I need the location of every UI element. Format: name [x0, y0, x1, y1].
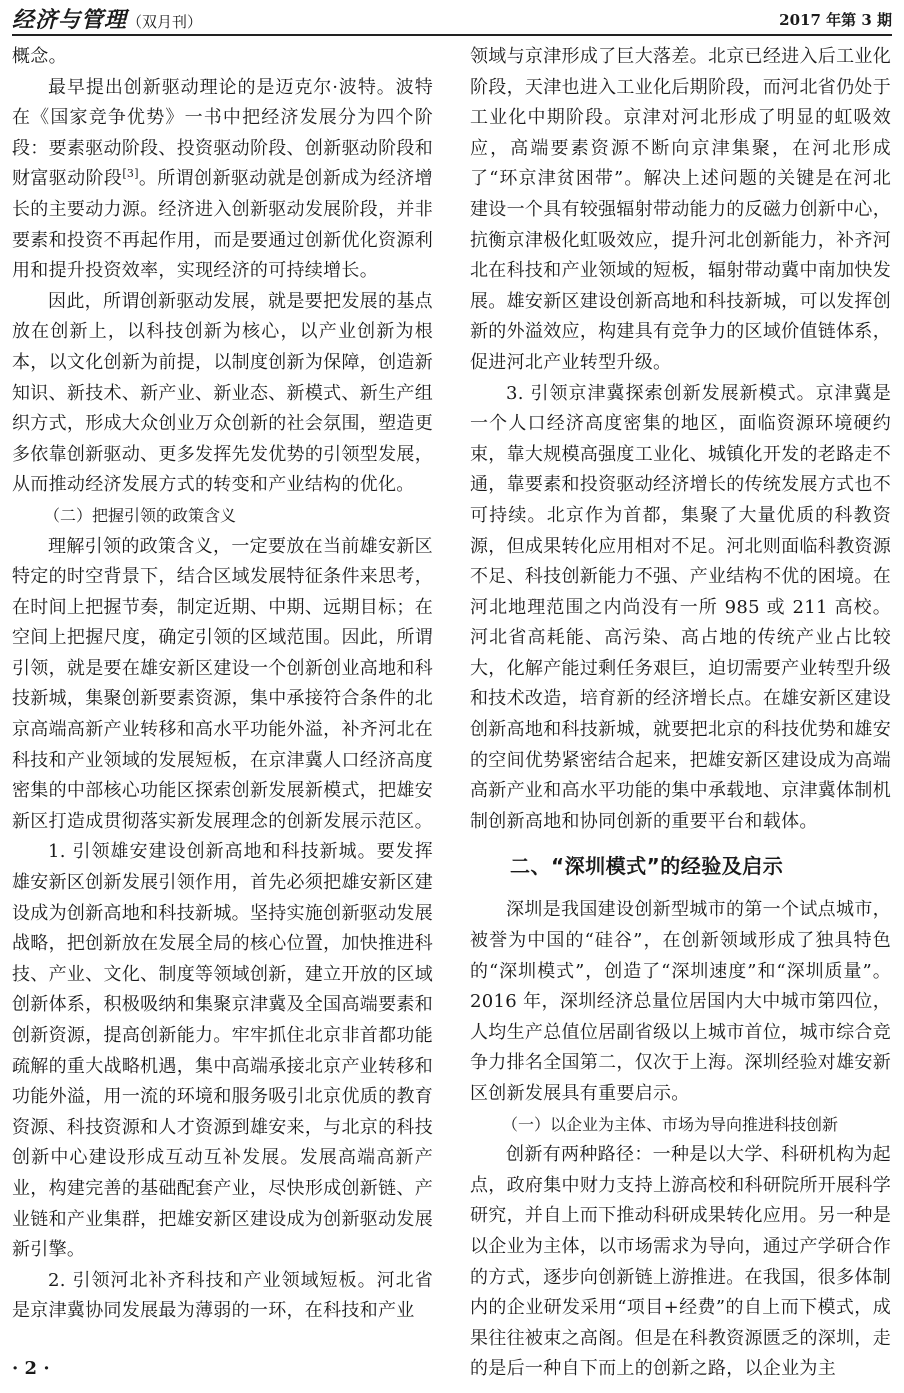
- subheading: （二）把握引领的政策含义: [44, 505, 237, 525]
- issue-label: 2017 年第 3 期: [779, 11, 892, 29]
- paragraph-text: 。所谓创新驱动就是创新成为经济增长的主要动力源。经济进入创新驱动发展阶段，并非要素和投资不再起作用，而是要通过创新优化资源利用和提升投资效率，实现经济的可持续增长。: [12, 168, 433, 282]
- journal-name: 经济与管理: [12, 7, 128, 33]
- right-column: [470, 42, 891, 1380]
- left-column: [12, 42, 433, 1347]
- paragraph: 深圳是我国建设创新型城市的第一个试点城市，被誉为中国的“硅谷”，在创新领域形成了独具特色的“深圳模式”，创造了“深圳速度”和“深圳质量”。2016 年，深圳经济总量位居国内大中城市第四位，人均生产总值位居副省级以上城市首位，城市综合竞争力排名全国第二，仅次于上海。深圳经验对雄安新区创新发展具有重要启示。: [470, 899, 891, 1104]
- paragraph: 因此，所谓创新驱动发展，就是要把发展的基点放在创新上，以科技创新为核心，以产业创新为根本，以文化创新为前提，以制度创新为保障，创造新知识、新技术、新产业、新业态、新模式、新生产组织方式，形成大众创业万众创新的社会氛围，塑造更多依靠创新驱动、更多发挥先发优势的引领型发展，从而推动经济发展方式的转变和产业结构的优化。: [12, 290, 433, 496]
- paragraph-text: 最早提出创新驱动理论的是迈克尔·波特。波特在《国家竞争优势》一书中把经济发展分为四个阶段：要素驱动阶段、投资驱动阶段、创新驱动阶段和财富驱动阶段: [12, 76, 433, 190]
- paragraph: 3. 引领京津冀探索创新发展新模式。京津冀是一个人口经济高度密集的地区，面临资源环境硬约束，靠大规模高强度工业化、城镇化开发的老路走不通，靠要素和投资驱动经济增长的传统发展方式也不可持续。北京作为首都，集聚了大量优质的科教资源，但成果转化应用相对不足。河北则面临科教资源不足、科技创新能力不强、产业结构不优的困境。在河北地理范围之内尚没有一所 985 或 211 高校。河北省高耗能、高污染、高占地的传统产业占比较大，化解产能过剩任务艰巨，迫切需要产业转型升级和技术改造，培育新的经济增长点。在雄安新区建设创新高地和科技新城，就要把北京的科技优势和雄安的空间优势紧密结合起来，把雄安新区建设成为高端高新产业和高水平功能的集中承载地、京津冀体制机制创新高地和协同创新的重要平台和载体。: [470, 382, 891, 832]
- page-number: · 2 ·: [12, 1358, 50, 1379]
- paragraph: 概念。: [12, 46, 67, 67]
- paragraph: 创新有两种路径：一种是以大学、科研机构为起点，政府集中财力支持上游高校和科研院所开展科学研究，并自上而下推动科研成果转化应用。另一种是以企业为主体，以市场需求为导向，通过产学研合作的方式，逐步向创新链上游推进。在我国，很多体制内的企业研发采用“项目+经费”的自上而下模式，成果往往被束之高阁。但是在科教资源匮乏的深圳，走的是后一种自下而上的创新之路，以企业为主: [470, 1144, 891, 1380]
- paragraph: 理解引领的政策含义，一定要放在当前雄安新区特定的时空背景下，结合区域发展特征条件来思考，在时间上把握节奏，制定近期、中期、远期目标；在空间上把握尺度，确定引领的区域范围。因此，所谓引领，就是要在雄安新区建设一个创新创业高地和科技新城，集聚创新要素资源，集中承接符合条件的北京高端高新产业转移和高水平功能外溢，补齐河北在科技和产业领域的发展短板，在京津冀人口经济高度密集的中部核心功能区探索创新发展新模式，把雄安新区打造成贯彻落实新发展理念的创新发展示范区。: [12, 535, 433, 832]
- paragraph: 领域与京津形成了巨大落差。北京已经进入后工业化阶段，天津也进入工业化后期阶段，而河北省仍处于工业化中期阶段。京津对河北形成了明显的虹吸效应，高端要素资源不断向京津集聚，在河北形成了“环京津贫困带”。解决上述问题的关键是在河北建设一个具有较强辐射带动能力的反磁力创新中心，抗衡京津极化虹吸效应，提升河北创新能力，补齐河北在科技和产业领域的短板，辐射带动冀中南加快发展。雄安新区建设创新高地和科技新城，可以发挥创新的外溢效应，构建具有竞争力的区域价值链体系，促进河北产业转型升级。: [470, 46, 891, 373]
- page-header: [12, 0, 892, 36]
- paragraph: 2. 引领河北补齐科技和产业领域短板。河北省是京津冀协同发展最为薄弱的一环，在科技和产业: [12, 1269, 433, 1322]
- section-heading: 二、“深圳模式”的经验及启示: [510, 854, 784, 879]
- journal-title: [12, 3, 202, 34]
- paragraph: [12, 73, 433, 287]
- journal-frequency: （双月刊）: [127, 13, 203, 31]
- subheading: （一）以企业为主体、市场为导向推进科技创新: [502, 1114, 839, 1134]
- paragraph: 1. 引领雄安建设创新高地和科技新城。要发挥雄安新区创新发展引领作用，首先必须把雄安新区建设成为创新高地和科技新城。坚持实施创新驱动发展战略，把创新放在发展全局的核心位置，加快推进科技、产业、文化、制度等领域创新，建立开放的区域创新体系，积极吸纳和集聚京津冀及全国高端要素和创新资源，提高创新能力。牢牢抓住北京非首都功能疏解的重大战略机遇，集中高端承接北京产业转移和功能外溢，用一流的环境和服务吸引北京优质的教育资源、科技资源和人才资源到雄安来，与北京的科技创新中心建设形成互动互补发展。发展高端高新产业，构建完善的基础配套产业，尽快形成创新链、产业链和产业集群，把雄安新区建设成为创新驱动发展新引擎。: [12, 841, 433, 1261]
- citation-ref: [3]: [122, 167, 139, 181]
